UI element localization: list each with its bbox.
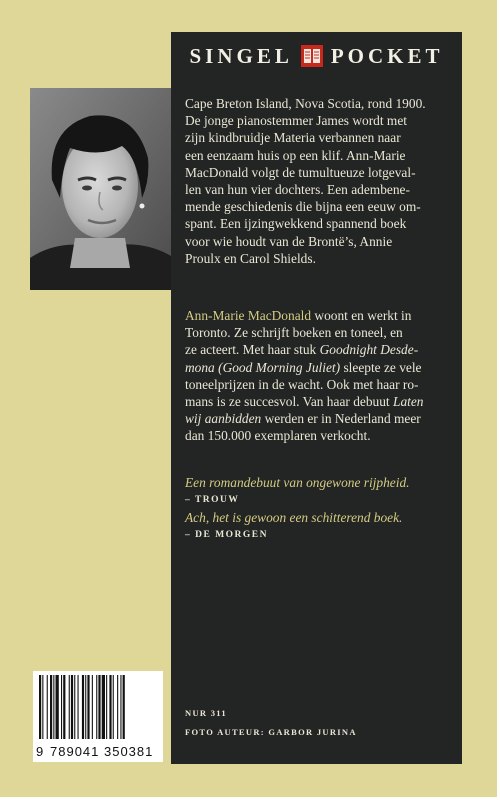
bio-line <box>185 307 453 324</box>
press-reviews <box>185 474 455 544</box>
book-stack-icon <box>301 45 323 67</box>
bio-text: sleepte ze vele <box>340 359 422 375</box>
review-source: – TROUW <box>185 494 240 505</box>
bio-line: dan 150.000 exemplaren verkocht. <box>185 428 371 444</box>
play-title: mona (Good Morning Juliet) <box>185 359 341 375</box>
bio-line <box>185 341 453 358</box>
author-photo <box>30 88 171 290</box>
photo-credit: FOTO AUTEUR: GARBOR JURINA <box>185 727 357 737</box>
blurb-paragraph <box>185 95 453 267</box>
review-quote: Ach, het is gewoon een schitterend boek. <box>185 510 403 525</box>
bio-line <box>185 410 453 427</box>
review-quote: Een romandebuut van ongewone rijpheid. <box>185 475 410 490</box>
isbn-number: 789041 350381 <box>50 744 154 759</box>
blurb-line: spant. Een ijzingwekkend spannend boek <box>185 216 407 232</box>
bio-text: werden er in Nederland meer <box>261 411 421 427</box>
bio-line <box>185 359 453 376</box>
blurb-line: mende geschiedenis die bijna een eeuw om- <box>185 199 421 215</box>
blurb-line: len van hun vier dochters. Een adembene- <box>185 182 410 198</box>
barcode-bars <box>33 671 163 746</box>
brand-pocket: POCKET <box>330 43 444 68</box>
play-title: Goodnight Desde- <box>319 342 419 358</box>
bio-line <box>185 393 453 410</box>
bio-text: ze acteert. Met haar stuk <box>185 342 320 358</box>
blurb-line: Cape Breton Island, Nova Scotia, rond 1900. <box>185 96 426 111</box>
publisher-brand <box>171 43 462 69</box>
blurb-line: De jonge pianostemmer James wordt met <box>185 113 408 129</box>
blurb-line: een eenzaam huis op een klif. Ann-Marie <box>185 147 406 163</box>
bio-text: mans is ze succesvol. Van haar debuut <box>185 394 393 410</box>
author-bio <box>185 307 453 445</box>
blurb-line: Proulx en Carol Shields. <box>185 250 316 266</box>
author-name: Ann-Marie MacDonald <box>185 308 312 323</box>
book-title: Laten <box>393 394 424 410</box>
blurb-line: MacDonald volgt de tumultueuze lotgeval- <box>185 164 416 180</box>
book-title: wij aanbidden <box>185 411 262 427</box>
isbn-first-digit: 9 <box>36 744 45 759</box>
barcode <box>33 671 163 762</box>
review-source: – DE MORGEN <box>185 529 268 540</box>
bio-line: Toronto. Ze schrijft boeken en toneel, en <box>185 325 403 341</box>
bio-text: woont en werkt in <box>311 308 412 323</box>
brand-singel: SINGEL <box>189 43 293 68</box>
blurb-line: voor wie houdt van de Brontë’s, Annie <box>185 233 393 249</box>
nur-code: NUR 311 <box>185 708 227 718</box>
bio-line: toneelprijzen in de wacht. Ook met haar ro- <box>185 376 419 392</box>
blurb-line: zijn kindbruidje Materia verbannen naar <box>185 130 401 146</box>
